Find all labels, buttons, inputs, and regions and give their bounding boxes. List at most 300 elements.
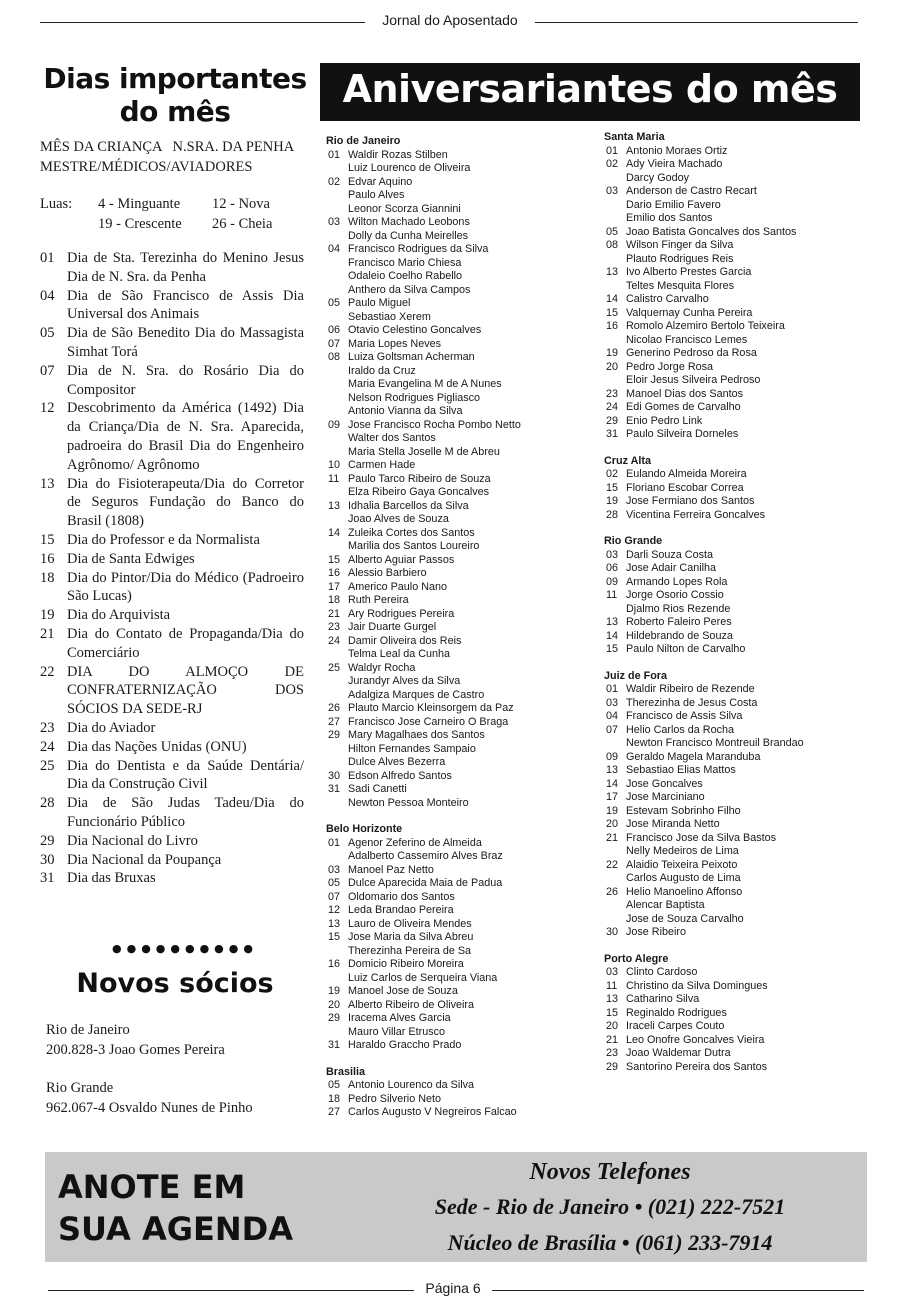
- member-name: Vicentina Ferreira Goncalves: [626, 508, 766, 521]
- day-number: 18: [40, 569, 55, 586]
- member-name: Floriano Escobar Correa: [626, 481, 744, 494]
- important-day: [40, 719, 304, 738]
- member-name: Hilton Fernandes Sampaio: [348, 742, 476, 755]
- member-name: Paulo Alves: [348, 189, 405, 201]
- member-name: Jurandyr Alves da Silva: [348, 675, 461, 687]
- member-name: Ady Vieira Machado: [626, 158, 723, 170]
- important-day: [40, 569, 304, 607]
- birthday-entry: [604, 764, 854, 778]
- member-name: Waldir Rozas Stilben: [348, 148, 448, 161]
- group-spacer: [604, 657, 854, 670]
- birthday-day: 21: [606, 831, 619, 844]
- member-name: Roberto Faleiro Peres: [626, 616, 732, 628]
- birthday-entry: [604, 307, 854, 321]
- member-name: Therezinha Pereira de Sa: [348, 944, 472, 957]
- birthday-entry: [604, 589, 854, 603]
- birthday-entry: [326, 216, 598, 230]
- birthday-entry: [326, 243, 598, 257]
- member-name: Luiz Lourenco de Oliveira: [348, 162, 471, 174]
- member-name: Adalgiza Marques de Castro: [348, 688, 485, 701]
- birthday-entry: [604, 347, 854, 361]
- group-spacer: [604, 442, 854, 455]
- member-name: Luiz Carlos de Serqueira Viana: [348, 971, 498, 984]
- birthday-entry: [326, 284, 598, 298]
- birthday-entry: [604, 630, 854, 644]
- birthday-entry: [326, 985, 598, 999]
- member-name: Carlos Augusto V Negreiros Falcao: [348, 1106, 517, 1118]
- member-name: Walter dos Santos: [348, 432, 436, 444]
- day-description: Dia Nacional do Livro: [67, 832, 198, 849]
- birthday-day: 17: [606, 791, 619, 803]
- title-line-2: do mês: [119, 95, 231, 128]
- birthday-day: 14: [328, 526, 341, 539]
- member-name: Plauto Rodrigues Reis: [626, 252, 734, 265]
- birthday-day: 20: [606, 360, 619, 373]
- birthday-day: 03: [606, 185, 619, 197]
- birthday-entry: [604, 805, 854, 819]
- birthday-entry: [604, 212, 854, 226]
- phone-brasilia: Núcleo de Brasília • (061) 233-7914: [447, 1230, 773, 1255]
- member-name: Francisco Jose Carneiro O Braga: [348, 715, 509, 728]
- member-name: Emilio dos Santos: [626, 212, 713, 224]
- member-name: Plauto Marcio Kleinsorgem da Paz: [348, 702, 514, 714]
- member-name: Anthero da Silva Campos: [348, 283, 471, 296]
- birthday-entry: [326, 230, 598, 244]
- member-name: Francisco Mario Chiesa: [348, 256, 462, 269]
- member-name: Maria Lopes Neves: [348, 337, 442, 350]
- birthday-day: 29: [328, 1012, 341, 1024]
- member-name: Antonio Lourenco da Silva: [348, 1079, 475, 1091]
- birthday-entry: [604, 293, 854, 307]
- moon-phase-1: 4 - Minguante: [98, 196, 181, 212]
- birthday-entry: [604, 737, 854, 751]
- birthday-entry: [326, 365, 598, 379]
- birthday-entry: [326, 540, 598, 554]
- new-phones: [360, 1154, 860, 1262]
- member-name: Joao Waldemar Dutra: [626, 1047, 731, 1059]
- birthday-entry: [326, 338, 598, 352]
- moon-phase-4: 26 - Cheia: [212, 216, 273, 232]
- member-name: Therezinha de Jesus Costa: [626, 696, 758, 709]
- member-name: Jose Fermiano dos Santos: [626, 495, 755, 507]
- member-name: Idhalia Barcellos da Silva: [348, 499, 469, 512]
- birthday-day: 22: [606, 858, 619, 871]
- day-description: Dia do Dentista e da Saúde Dentária/ Dia da Construção Civil: [67, 757, 304, 793]
- member-name: Adalberto Cassemiro Alves Braz: [348, 850, 503, 862]
- birthday-entry: [326, 554, 598, 568]
- birthday-entry: [326, 621, 598, 635]
- member-name: Sebastiao Xerem: [348, 310, 431, 323]
- birthday-entry: [326, 877, 598, 891]
- birthday-day: 05: [606, 225, 619, 238]
- birthday-entry: [326, 743, 598, 757]
- birthday-day: 14: [606, 777, 619, 790]
- important-day: [40, 550, 304, 569]
- birthday-day: 09: [328, 418, 341, 431]
- birthday-day: 19: [606, 495, 619, 507]
- birthday-entry: [326, 918, 598, 932]
- member-name: Mauro Villar Etrusco: [348, 1025, 446, 1038]
- birthday-day: 16: [328, 567, 341, 579]
- member-name: Dulce Alves Bezerra: [348, 756, 446, 768]
- member-name: Iracema Alves Garcia: [348, 1012, 451, 1024]
- member-name: Luiza Goltsman Acherman: [348, 351, 475, 363]
- member-name: Pedro Silverio Neto: [348, 1092, 442, 1105]
- day-description: Dia de São Judas Tadeu/Dia do Funcionário Público: [67, 795, 304, 830]
- member-name: Edi Gomes de Carvalho: [626, 401, 741, 413]
- anote-agenda-heading: [58, 1166, 358, 1250]
- birthday-entry: [326, 1093, 598, 1107]
- member-name: Hildebrando de Souza: [626, 629, 733, 642]
- birthday-entry: [604, 710, 854, 724]
- birthday-day: 18: [328, 1092, 341, 1105]
- day-description: Dia de N. Sra. do Rosário Dia do Compositor: [67, 362, 304, 398]
- footer-rule-right: [492, 1290, 864, 1291]
- city-heading: Porto Alegre: [604, 952, 669, 965]
- birthday-day: 23: [606, 1047, 619, 1059]
- month-themes: [40, 137, 310, 177]
- birthday-day: 05: [328, 297, 341, 309]
- birthday-day: 08: [606, 239, 619, 251]
- birthday-entry: [326, 324, 598, 338]
- novos-city: Rio de Janeiro: [46, 1022, 130, 1038]
- city-heading: Juiz de Fora: [604, 669, 667, 682]
- birthday-entry: [604, 334, 854, 348]
- member-name: Domicio Ribeiro Moreira: [348, 958, 464, 970]
- group-spacer: [604, 940, 854, 953]
- city-heading: Cruz Alta: [604, 454, 651, 467]
- birthday-day: 11: [328, 472, 340, 485]
- city-heading: Rio de Janeiro: [326, 135, 401, 147]
- important-day: [40, 606, 304, 625]
- birthday-entry: [326, 351, 598, 365]
- moon-phase-2: 12 - Nova: [212, 196, 270, 212]
- member-name: Catharino Silva: [626, 993, 700, 1005]
- important-day: [40, 832, 304, 851]
- member-name: Manoel Jose de Souza: [348, 985, 458, 997]
- day-number: 29: [40, 832, 55, 849]
- birthday-entry: [604, 361, 854, 375]
- member-name: Marilia dos Santos Loureiro: [348, 540, 480, 552]
- birthday-day: 31: [328, 783, 341, 795]
- birthday-day: 05: [328, 877, 341, 889]
- important-day: [40, 869, 304, 888]
- member-name: Pedro Jorge Rosa: [626, 360, 714, 373]
- birthday-entry: [326, 473, 598, 487]
- member-name: Nelly Medeiros de Lima: [626, 845, 739, 857]
- birthday-entry: [604, 859, 854, 873]
- birthday-day: 13: [328, 917, 341, 930]
- birthday-day: 20: [606, 1020, 619, 1032]
- birthday-entry: [326, 392, 598, 406]
- member-name: Joao Batista Goncalves dos Santos: [626, 225, 797, 238]
- birthday-entry: [326, 972, 598, 986]
- birthday-day: 14: [606, 629, 619, 642]
- day-description: Dia das Bruxas: [67, 870, 156, 887]
- birthday-entry: [326, 189, 598, 203]
- important-day: [40, 794, 304, 832]
- member-name: Ivo Alberto Prestes Garcia: [626, 266, 752, 278]
- birthday-day: 28: [606, 508, 619, 521]
- member-name: Alberto Ribeiro de Oliveira: [348, 998, 475, 1011]
- birthday-entry: [326, 446, 598, 460]
- birthday-entry: [604, 926, 854, 940]
- member-name: Dario Emilio Favero: [626, 198, 721, 211]
- birthday-entry: [604, 1007, 854, 1021]
- anote-line-2: SUA AGENDA: [58, 1210, 293, 1248]
- birthday-entry: [326, 1012, 598, 1026]
- birthday-day: 11: [606, 589, 618, 601]
- birthday-day: 15: [606, 306, 619, 319]
- birthday-entry: [326, 513, 598, 527]
- birthday-day: 26: [328, 702, 341, 714]
- member-name: Oldomario dos Santos: [348, 890, 455, 903]
- member-name: Romolo Alzemiro Bertolo Teixeira: [626, 320, 785, 332]
- birthday-entry: [326, 608, 598, 622]
- member-name: Eloir Jesus Silveira Pedroso: [626, 374, 761, 386]
- member-name: Eulando Almeida Moreira: [626, 468, 747, 480]
- member-name: Jorge Osorio Cossio: [626, 589, 724, 601]
- birthday-day: 04: [328, 243, 341, 255]
- member-name: Jose Adair Canilha: [626, 562, 717, 574]
- birthday-day: 01: [328, 148, 341, 161]
- phones-title: Novos Telefones: [529, 1159, 691, 1185]
- birthday-entry: [326, 459, 598, 473]
- member-name: Paulo Silveira Dorneles: [626, 428, 739, 440]
- birthday-entry: [326, 527, 598, 541]
- member-name: Maria Stella Joselle M de Abreu: [348, 445, 500, 458]
- birthday-entry: [326, 675, 598, 689]
- member-name: Estevam Sobrinho Filho: [626, 804, 741, 817]
- birthday-day: 21: [328, 607, 341, 620]
- member-name: Santorino Pereira dos Santos: [626, 1060, 768, 1073]
- birthday-day: 02: [606, 158, 619, 170]
- birthday-entry: [604, 239, 854, 253]
- member-name: Waldyr Rocha: [348, 661, 416, 674]
- important-day: [40, 475, 304, 531]
- birthday-entry: [326, 756, 598, 770]
- birthday-entry: [326, 689, 598, 703]
- member-name: Teltes Mesquita Flores: [626, 279, 735, 292]
- member-name: Leonor Scorza Giannini: [348, 202, 461, 215]
- birthday-entry: [604, 697, 854, 711]
- birthday-entry: [604, 751, 854, 765]
- publication-name: Jornal do Aposentado: [382, 12, 518, 28]
- birthday-entry: [326, 931, 598, 945]
- birthday-entry: [326, 850, 598, 864]
- important-day: [40, 757, 304, 795]
- day-description: Dia do Aviador: [67, 719, 156, 736]
- day-number: 15: [40, 531, 55, 548]
- aniversariantes-banner: [320, 63, 860, 121]
- birthday-day: 13: [606, 616, 619, 628]
- birthday-entry: [326, 999, 598, 1013]
- day-number: 16: [40, 550, 55, 567]
- birthday-entry: [604, 872, 854, 886]
- birthday-day: 29: [328, 729, 341, 741]
- birthday-entry: [604, 374, 854, 388]
- birthday-entry: [604, 1061, 854, 1075]
- birthday-entry: [326, 783, 598, 797]
- birthday-entry: [604, 280, 854, 294]
- birthday-entry: [604, 468, 854, 482]
- birthday-entry: [326, 904, 598, 918]
- birthday-entry: [604, 616, 854, 630]
- header-rule-right: [535, 22, 858, 23]
- birthday-entry: [326, 500, 598, 514]
- birthday-entry: [604, 845, 854, 859]
- novos-city: Rio Grande: [46, 1080, 114, 1096]
- birthday-day: 27: [328, 715, 341, 728]
- day-number: 31: [40, 870, 55, 887]
- member-name: Reginaldo Rodrigues: [626, 1006, 727, 1019]
- birthday-day: 08: [328, 351, 341, 363]
- birthday-day: 03: [606, 966, 619, 978]
- birthday-day: 31: [606, 428, 619, 440]
- member-name: Waldir Ribeiro de Rezende: [626, 683, 755, 695]
- member-name: Calistro Carvalho: [626, 293, 709, 305]
- birthday-day: 25: [328, 661, 341, 674]
- birthday-entry: [604, 913, 854, 927]
- day-description: Dia de São Benedito Dia do Massagista Simhat Torá: [67, 325, 304, 360]
- birthday-day: 06: [328, 324, 341, 336]
- day-number: 01: [40, 250, 55, 266]
- birthday-entry: [604, 562, 854, 576]
- birthday-day: 23: [328, 621, 341, 633]
- birthday-day: 21: [606, 1033, 619, 1046]
- separator-dots: ●●●●●●●●●●: [112, 942, 258, 955]
- member-name: Ary Rodrigues Pereira: [348, 607, 455, 620]
- member-name: Carmen Hade: [348, 459, 416, 471]
- birthday-day: 03: [606, 548, 619, 561]
- day-description: Descobrimento da América (1492) Dia da Criança/Dia de N. Sra. Aparecida, padroeira do Brasil Dia do Engenheiro Agrônomo/ Agrônomo: [67, 400, 304, 473]
- member-name: Joao Alves de Souza: [348, 513, 449, 525]
- member-name: Generino Pedroso da Rosa: [626, 347, 757, 359]
- birthday-day: 15: [328, 931, 341, 943]
- birthday-entry: [326, 162, 598, 176]
- day-description: Dia das Nações Unidas (ONU): [67, 738, 247, 755]
- day-number: 30: [40, 851, 55, 868]
- birthday-day: 23: [606, 387, 619, 400]
- birthday-day: 06: [606, 562, 619, 574]
- birthday-day: 14: [606, 293, 619, 305]
- birthday-day: 13: [328, 499, 341, 512]
- birthday-day: 03: [606, 696, 619, 709]
- member-name: Manoel Dias dos Santos: [626, 387, 744, 400]
- birthday-entry: [326, 770, 598, 784]
- birthday-day: 29: [606, 1060, 619, 1073]
- member-name: Antonio Moraes Ortiz: [626, 144, 728, 157]
- moon-label: Luas:: [40, 196, 73, 212]
- member-name: Zuleika Cortes dos Santos: [348, 526, 475, 539]
- birthday-entry: [326, 837, 598, 851]
- important-day: [40, 738, 304, 757]
- member-name: Sadi Canetti: [348, 783, 407, 795]
- member-name: Newton Pessoa Monteiro: [348, 796, 469, 809]
- member-name: Alessio Barbiero: [348, 567, 427, 579]
- member-name: Antonio Vianna da Silva: [348, 405, 463, 417]
- member-name: Christino da Silva Domingues: [626, 979, 768, 992]
- birthday-day: 07: [328, 890, 341, 903]
- city-heading: Rio Grande: [604, 535, 663, 547]
- member-name: Alencar Baptista: [626, 899, 705, 911]
- day-description: DIA DO ALMOÇO DE CONFRATERNIZAÇÃO DOS SÓCIOS DA SEDE-RJ: [67, 663, 304, 718]
- member-name: Nicolao Francisco Lemes: [626, 333, 748, 346]
- novos-socios-list: [46, 1020, 306, 1118]
- member-name: Jose Miranda Netto: [626, 818, 720, 830]
- birthday-entry: [326, 378, 598, 392]
- birthday-entry: [604, 266, 854, 280]
- member-name: Leda Brandao Pereira: [348, 904, 454, 916]
- member-name: Wilton Machado Leobons: [348, 216, 470, 228]
- birthday-entry: [326, 797, 598, 811]
- birthday-day: 13: [606, 764, 619, 776]
- birthday-day: 20: [328, 998, 341, 1011]
- birthday-entry: [604, 576, 854, 590]
- birthday-entry: [326, 432, 598, 446]
- member-name: Alberto Aguiar Passos: [348, 553, 455, 566]
- footer-rule-left: [48, 1290, 414, 1291]
- day-description: Dia de Sta. Terezinha do Menino Jesus Dia de N. Sra. da Penha: [67, 250, 304, 285]
- phone-sede: Sede - Rio de Janeiro • (021) 222-7521: [434, 1194, 786, 1219]
- member-name: Damir Oliveira dos Reis: [348, 634, 462, 647]
- dias-importantes-title: [40, 62, 310, 128]
- birthday-entry: [604, 415, 854, 429]
- birthday-entry: [326, 945, 598, 959]
- birthday-day: 16: [328, 958, 341, 970]
- birthday-entry: [326, 567, 598, 581]
- birthday-day: 13: [606, 266, 619, 278]
- member-name: Armando Lopes Rola: [626, 575, 728, 588]
- birthday-entry: [604, 158, 854, 172]
- birthdays-column-1: [326, 135, 598, 1120]
- birthday-entry: [604, 791, 854, 805]
- birthday-day: 15: [328, 553, 341, 566]
- day-number: 22: [40, 663, 55, 680]
- birthdays-column-2: [604, 131, 854, 1074]
- member-name: Valquernay Cunha Pereira: [626, 306, 753, 319]
- member-name: Haraldo Graccho Prado: [348, 1039, 462, 1051]
- birthday-entry: [326, 486, 598, 500]
- birthday-entry: [326, 1079, 598, 1093]
- member-name: Alaidio Teixeira Peixoto: [626, 858, 738, 871]
- birthday-entry: [604, 778, 854, 792]
- birthday-entry: [604, 509, 854, 523]
- birthday-day: 07: [328, 337, 341, 350]
- birthday-entry: [604, 253, 854, 267]
- birthday-day: 01: [328, 836, 341, 849]
- birthday-day: 15: [606, 1006, 619, 1019]
- birthday-entry: [604, 1034, 854, 1048]
- member-name: Edvar Aquino: [348, 175, 413, 188]
- member-name: Helio Manoelino Affonso: [626, 885, 743, 898]
- day-number: 25: [40, 757, 55, 774]
- day-description: Dia de Santa Edwiges: [67, 550, 195, 567]
- birthday-day: 10: [328, 459, 341, 471]
- birthday-entry: [326, 1106, 598, 1120]
- birthday-day: 09: [606, 750, 619, 763]
- birthday-entry: [604, 1047, 854, 1061]
- birthday-day: 31: [328, 1039, 341, 1051]
- birthday-entry: [604, 320, 854, 334]
- member-name: Paulo Miguel: [348, 297, 411, 309]
- birthday-day: 29: [606, 414, 619, 427]
- birthday-entry: [326, 891, 598, 905]
- member-name: Paulo Nilton de Carvalho: [626, 643, 746, 655]
- important-day: [40, 249, 304, 287]
- birthday-entry: [604, 401, 854, 415]
- birthday-entry: [326, 297, 598, 311]
